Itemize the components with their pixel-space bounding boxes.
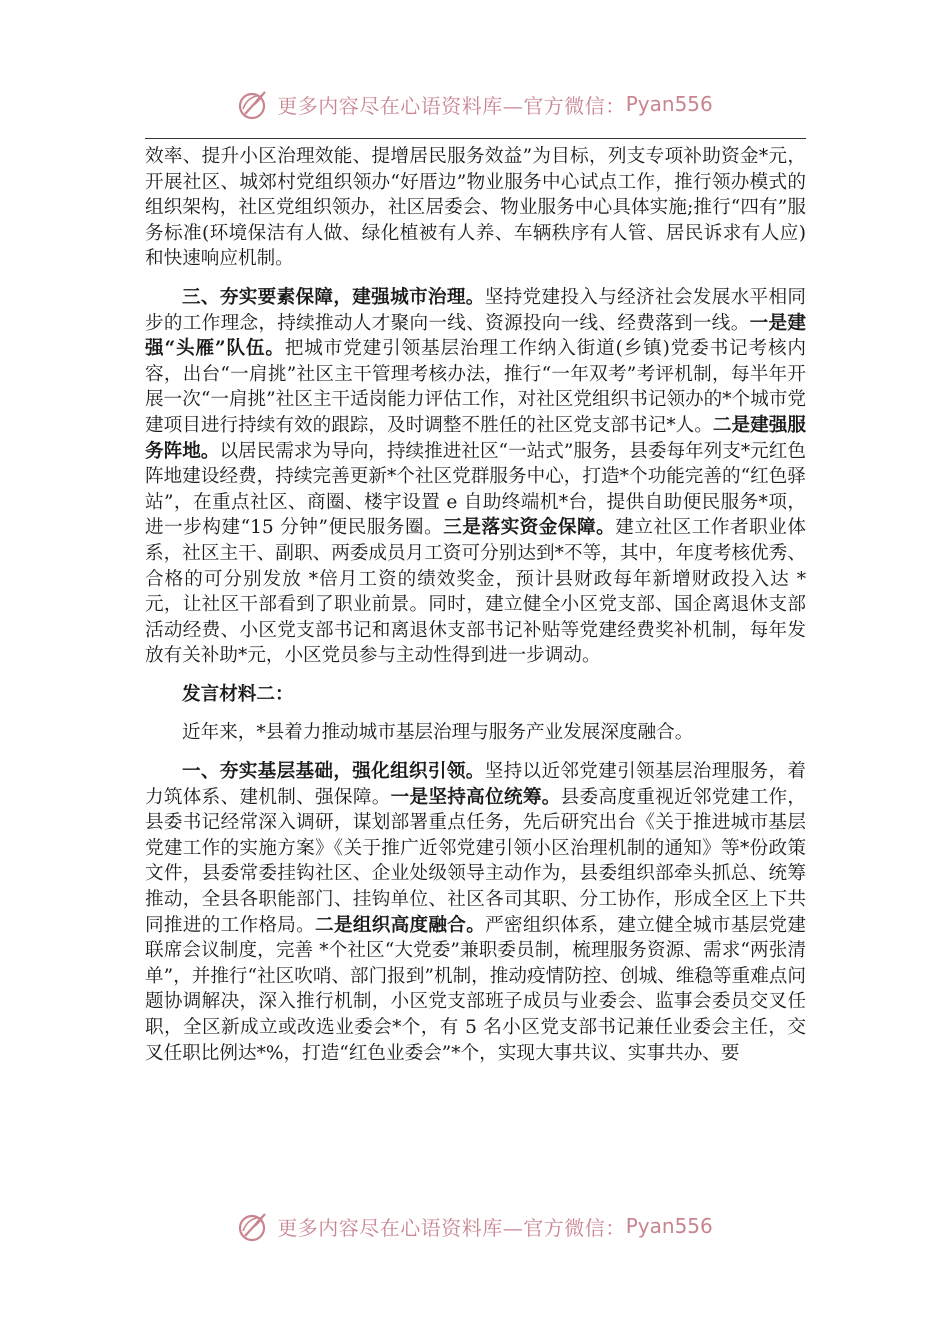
body-text: 县委高度重视近邻党建工作，县委书记经常深入调研，谋划部署重点任务，先后研究出台《关于推进城市基层党建工作的实施方案》《关于推广近邻党建引领小区治理机制的通知》等*份政策文件，县委常委挂钩社区、企业处级领导主动作为，县委组织部牵头抓总、统筹推动，全县各职能部门、挂钩单位、社区各司其职、分工协作，形成全区上下共同推进的工作格局。 [145,786,806,936]
header-rule [145,138,806,139]
paragraph [145,285,806,669]
watermark-text: 更多内容尽在心语资料库—官方微信： [277,1215,626,1240]
body-text: 坚持以近邻党建引领基层治理服务，着力筑体系、建机制、强保障。 [145,761,806,808]
quill-logo-icon [237,87,271,121]
body-text: 建立社区工作者职业体系，社区主干、副职、两委成员月工资可分别达到*不等，其中，年度考核优秀、合格的可分别发放 *倍月工资的绩效奖金，预计县财政每年新增财政投入达 *元，让社区干部看到了职业前景。同时，建立健全小区党支部、国企离退休支部活动经费、小区党支部书记和离退休支部书记补贴等党建经费奖补机制，每年发放有关补助*元，小区党员参与主动性得到进一步调动。 [145,517,806,667]
bold-heading-text: 三是落实资金保障。 [443,517,616,539]
watermark-wechat-id: Pyan556 [625,92,713,116]
watermark-header [0,84,950,124]
body-text: 把城市党建引领基层治理工作纳入街道(乡镇)党委书记考核内容，出台“一肩挑”社区主干管理考核办法，推行“一年双考”考评机制，每半年开展一次“一肩挑”社区主干适岗能力评估工作，对社区党组织书记领办的*个城市党建项目进行持续有效的跟踪，及时调整不胜任的社区党支部书记*人。 [145,338,807,436]
body-text: 以居民需求为导向，持续推进社区“一站式”服务，县委每年列支*元红色阵地建设经费，持续完善更新*个社区党群服务中心，打造*个功能完善的“红色驿站”，在重点社区、商圈、楼宇设置 e 自助终端机*台，提供自助便民服务*项，进一步构建“15 分钟”便民服务圈。 [145,440,806,539]
paragraph [145,759,806,1066]
paragraph [145,144,806,272]
watermark-text: 更多内容尽在心语资料库—官方微信： [277,93,626,118]
bold-heading-text: 一是建强“头雁”队伍。 [145,312,806,360]
body-text: 严密组织体系，建立健全城市基层党建联席会议制度，完善 *个社区“大党委”兼职委员制，梳理服务资源、需求“两张清单”，并推行“社区吹哨、部门报到”机制，推动疫情防控、创城、维稳等重难点问题协调解决，深入推行机制，小区党支部班子成员与业委会、监事会委员交叉任职，全区新成立或改选业委会*个，有 5 名小区党支部书记兼任业委会主任，交叉任职比例达*%，打造“红色业委会”*个，实现大事共议、实事共办、要 [145,914,806,1064]
watermark-footer [0,1206,950,1246]
paragraph [145,720,806,746]
body-text: 坚持党建投入与经济社会发展水平相同步的工作理念，持续推动人才聚向一线、资源投向一线、经费落到一线。 [145,286,806,334]
bold-heading-text: 发言材料二： [182,683,294,705]
bold-heading-text: 二是建强服务阵地。 [145,414,806,462]
bold-heading-text: 三、夯实要素保障，建强城市治理。 [182,286,485,308]
bold-heading-text: 二是组织高度融合。 [315,914,486,936]
watermark-wechat-id: Pyan556 [625,1214,713,1238]
paragraph [145,682,806,708]
bold-heading-text: 一、夯实基层基础，强化组织引领。 [182,761,485,783]
body-text: 近年来，*县着力推动城市基层治理与服务产业发展深度融合。 [182,722,694,744]
bold-heading-text: 一是坚持高位统筹。 [390,786,561,808]
body-text: 效率、提升小区治理效能、提增居民服务效益”为目标，列支专项补助资金*元，开展社区、城郊村党组织领办“好厝边”物业服务中心试点工作，推行领办模式的组织架构，社区党组织领办，社区居委会、物业服务中心具体实施;推行“四有”服务标准(环境保洁有人做、绿化植被有人养、车辆秩序有人管、居民诉求有人应)和快速响应机制。 [145,146,806,270]
quill-logo-icon [237,1209,271,1243]
document-body [145,144,806,1066]
